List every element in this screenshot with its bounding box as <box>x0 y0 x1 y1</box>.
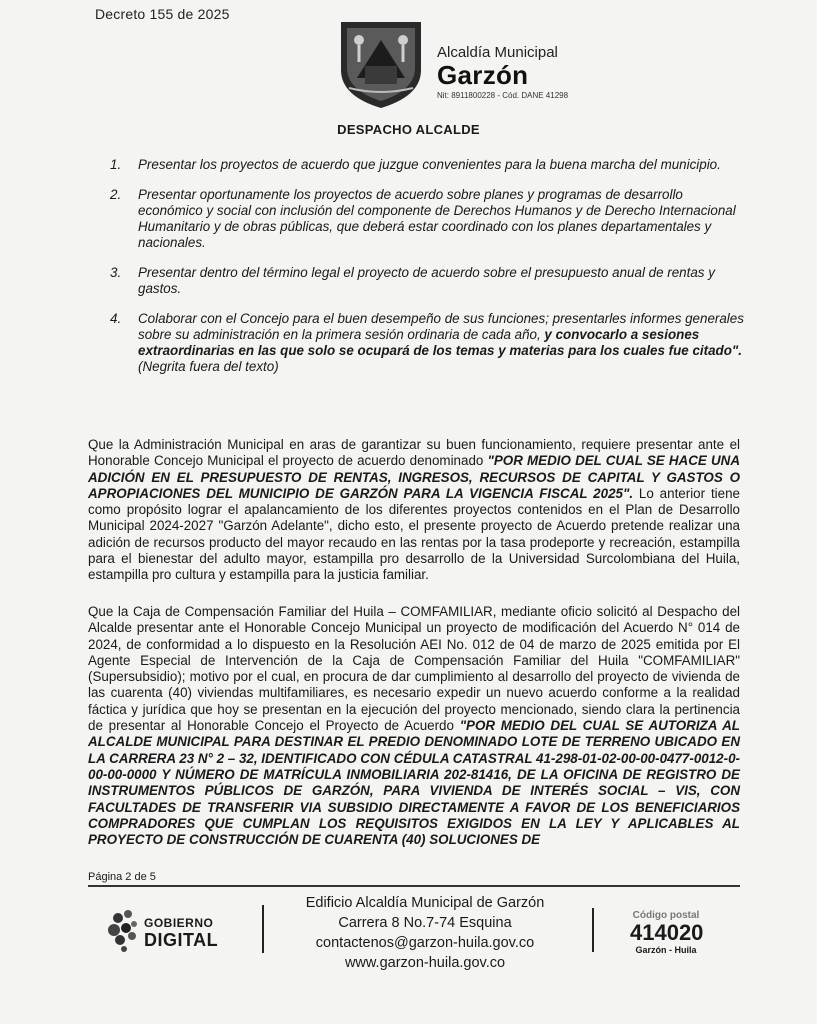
functions-list <box>110 157 750 389</box>
paragraph-budget-addition <box>88 437 740 584</box>
paragraph-comfamiliar <box>88 604 740 848</box>
municipality-title <box>437 44 568 100</box>
list-item-text: Presentar los proyectos de acuerdo que juzgue convenientes para la buena marcha del municipio. <box>138 157 721 172</box>
paragraph-bold-title: "POR MEDIO DEL CUAL SE HACE UNA ADICIÓN EN EL PRESUPUESTO DE RENTAS, INGRESOS, RECURSOS DE CAPITAL Y GASTOS O APROPIACIONES DEL MUNICIPIO DE GARZÓN PARA LA VIGENCIA FISCAL 2025". <box>88 453 740 501</box>
gob-line2: DIGITAL <box>144 930 219 950</box>
list-item-number: 3. <box>110 265 122 280</box>
address-building: Edificio Alcaldía Municipal de Garzón <box>305 895 545 911</box>
paragraph-text: Lo anterior tiene como propósito lograr el apalancamiento de los diferentes proyectos contenidos en el Plan de Desarrollo Municipal 2024-2027 "Garzón Adelante", dicho esto, el presente proyecto de Acuerdo pretende realizar una adición de recursos producto del mayor recaudo en las rentas por la tasa prodeporte y recreación, estampilla para el bienestar del adulto mayor, estampilla pro desarrollo de la Universidad Surcolombiana del Huila, estampilla pro cultura y estampilla para la justicia familiar. <box>88 485 740 583</box>
postal-label: Código postal <box>632 910 700 921</box>
address-email: contactenos@garzon-huila.gov.co <box>315 935 535 951</box>
address-website: www.garzon-huila.gov.co <box>344 955 506 971</box>
postal-code: 414020 <box>630 920 704 945</box>
paragraph-bold-title: "POR MEDIO DEL CUAL SE AUTORIZA AL ALCALDE MUNICIPAL PARA DESTINAR EL PREDIO DENOMINADO LOTE DE TERRENO UBICADO EN LA CARRERA 23 N° 2 – 32, IDENTIFICADO CON CÉDULA CATASTRAL 41-298-01-02-00-00-0477-0012-0-00-00-0000 Y NÚMERO DE MATRÍCULA INMOBILIARIA 202-81416, DE LA OFICINA DE REGISTRO DE INSTRUMENTOS PÚBLICOS DE GARZÓN, PARA VIVIENDA DE INTERÉS SOCIAL – VIS, CON FACULTADES DE TRANSFERIR VIA SUBSIDIO DIRECTAMENTE A FAVOR DE LOS BENEFICIARIOS COMPRADORES QUE CUMPLAN LOS REQUISITOS EXIGIDOS EN LA LEY Y APLICABLES AL PROYECTO DE CONSTRUCCIÓN DE CUARENTA (40) SOLUCIONES DE <box>88 718 740 848</box>
list-item-text: Colaborar con el Concejo para el buen desempeño de sus funciones; presentarles informes generales sobre su administración en la primera sesión ordinaria de cada año, <box>138 311 744 342</box>
list-item-text: Presentar dentro del término legal el proyecto de acuerdo sobre el presupuesto anual de rentas y gastos. <box>138 265 715 296</box>
office-heading: DESPACHO ALCALDE <box>337 122 480 137</box>
footer-address <box>290 893 560 973</box>
list-item <box>110 265 750 297</box>
footer-separator <box>592 908 594 952</box>
list-item-note: (Negrita fuera del texto) <box>138 359 279 374</box>
page-number: Página 2 de 5 <box>88 871 156 883</box>
address-street: Carrera 8 No.7-74 Esquina <box>338 915 512 931</box>
list-item <box>110 157 750 173</box>
gobierno-digital-icon <box>104 904 144 954</box>
list-item-number: 2. <box>110 187 122 202</box>
decree-reference: Decreto 155 de 2025 <box>95 6 230 22</box>
footer-separator <box>262 905 264 953</box>
muni-line1: Alcaldía Municipal <box>437 44 558 61</box>
paragraph-text: Que la Caja de Compensación Familiar del Huila – COMFAMILIAR, mediante oficio solicitó al Despacho del Alcalde presentar ante el Honorable Concejo Municipal un proyecto de modificación del Acuerdo N° 014 de 2024, de conformidad a lo dispuesto en la Resolución AEI No. 012 de 04 de marzo de 2025 emitida por El Agente Especial de Intervención de la Caja de Compensación Familiar del Huila "COMFAMILIAR" (Supersubsidio); motivo por el cual, en procura de dar cumplimiento al desarrollo del proyecto de vivienda de las cuarenta (40) viviendas multifamiliares, es necesario expedir un nuevo acuerdo conforme a la realidad fáctica y jurídica que hoy se presentan en la ejecución del proyecto mencionado, siendo clara la pertinencia de presentar al Honorable Concejo el Proyecto de Acuerdo <box>88 604 740 734</box>
footer-divider <box>88 885 740 887</box>
municipal-crest-icon <box>335 18 427 110</box>
list-item-number: 4. <box>110 311 122 326</box>
postal-code-block <box>630 910 702 955</box>
gobierno-digital-logo <box>104 904 234 960</box>
muni-nit: Nit: 8911800228 - Cód. DANE 41298 <box>437 91 569 100</box>
list-item-bold-text: y convocarlo a sesiones extraordinarias en las que solo se ocupará de los temas y materias para los cuales fue citado". <box>138 327 742 358</box>
list-item <box>110 187 750 251</box>
list-item-number: 1. <box>110 157 122 172</box>
postal-city: Garzón - Huila <box>635 945 697 955</box>
paragraph-text: Que la Administración Municipal en aras de garantizar su buen funcionamiento, requiere presentar ante el Honorable Concejo Municipal el proyecto de acuerdo denominado <box>88 437 740 469</box>
muni-name: Garzón <box>437 60 529 90</box>
list-item-text: Presentar oportunamente los proyectos de acuerdo sobre planes y programas de desarrollo económico y social con inclusión del componente de Derechos Humanos y de Derecho Internacional Humanitario y de obras públicas, que deberá estar coordinado con los planes departamentales y nacionales. <box>138 187 736 250</box>
gob-line1: GOBIERNO <box>144 916 214 930</box>
list-item <box>110 311 750 375</box>
